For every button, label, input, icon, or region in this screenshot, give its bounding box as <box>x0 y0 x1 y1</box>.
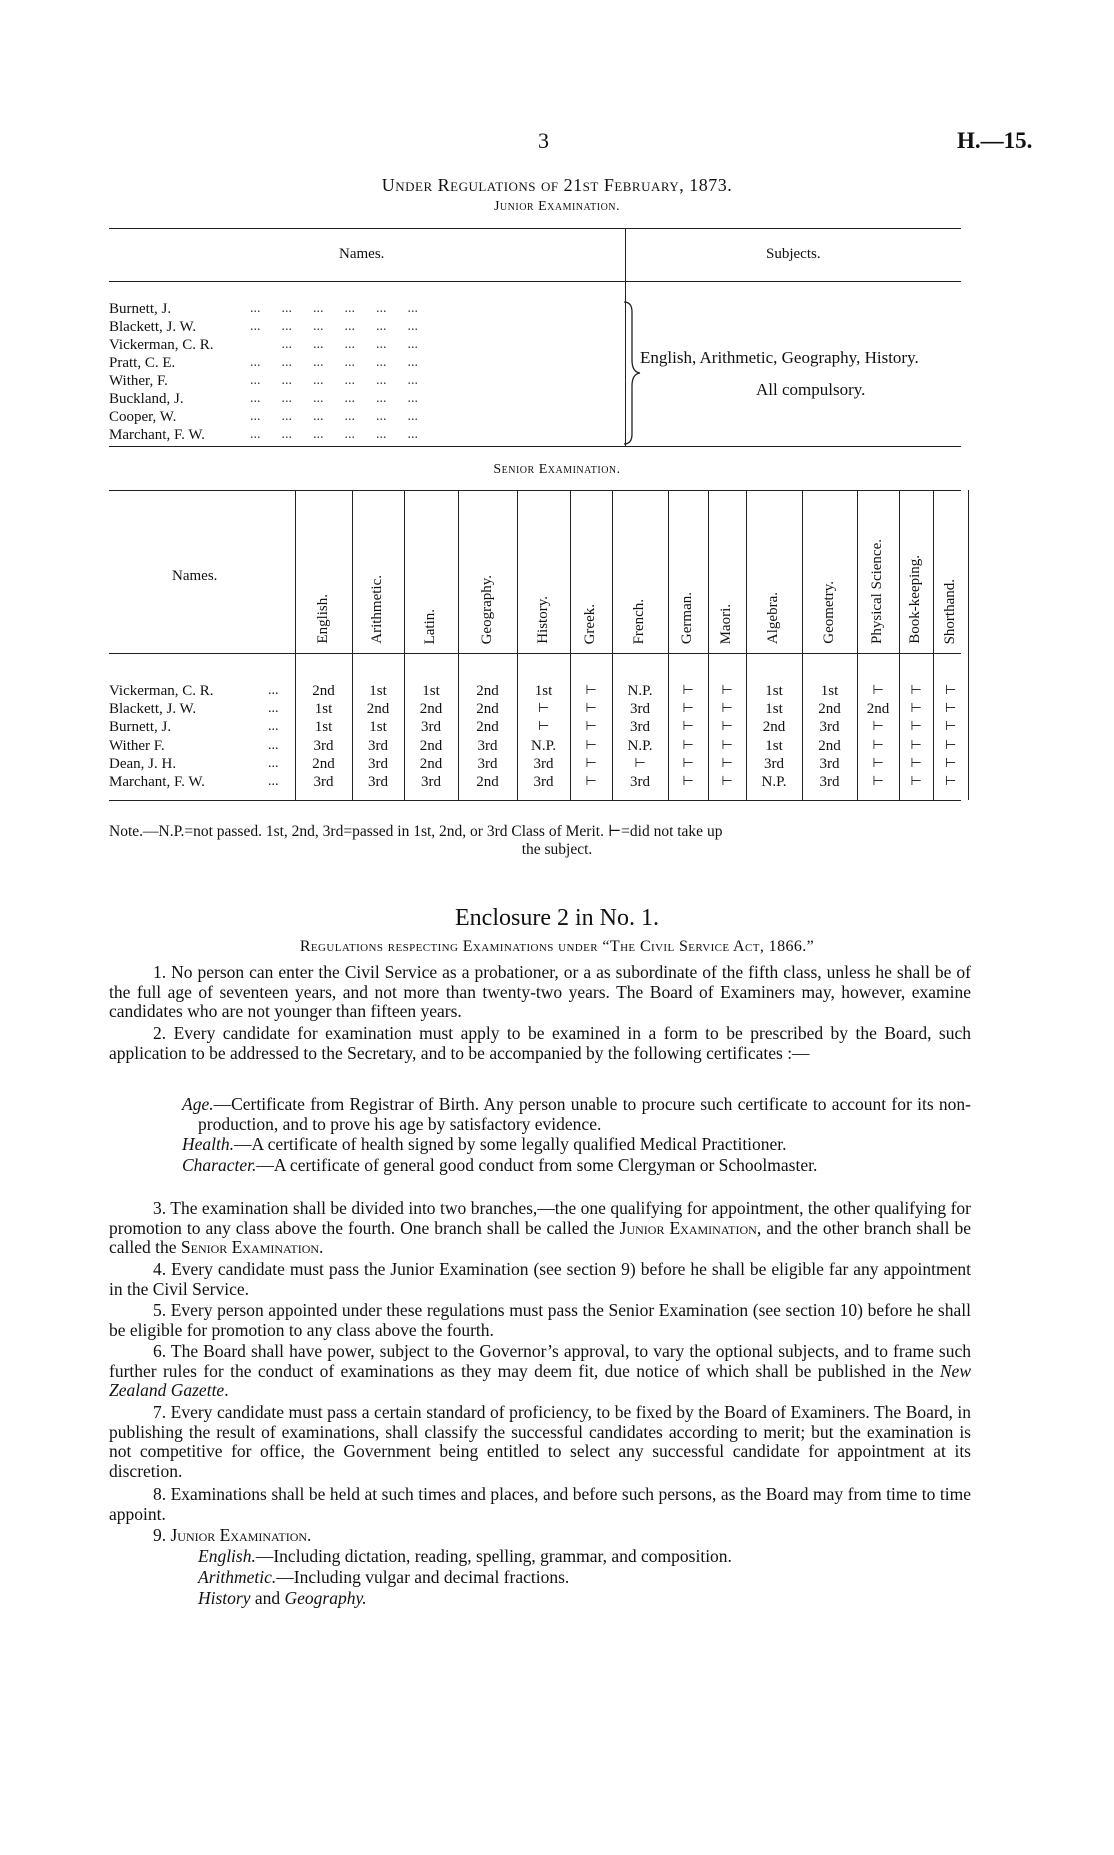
senior-result-cell: 2nd <box>866 701 890 718</box>
junior-name: Pratt, C. E. <box>109 355 176 371</box>
age-text: —Certificate from Registrar of Birth. Any person unable to procure such certificate to account for its non-production, and to prove his age by satisfactory evidence. <box>198 1094 971 1134</box>
senior-result-cell: ⊢ <box>910 774 922 789</box>
senior-result-cell: 2nd <box>476 701 499 718</box>
senior-column-rule <box>708 490 709 800</box>
regulation-6 <box>109 1342 971 1401</box>
senior-result-cell: 2nd <box>818 737 841 754</box>
senior-result-cell: ⊢ <box>585 774 597 789</box>
junior-leader-dots: ... ... ... ... ... ... ... ... ... ... ... ... ... ... ... ... ... ... ... ... ... ... ... ... ... ... ... ... ... ... ... ... ... ... ... ... ... ... ... ... ... ... ... ... ... ... ... <box>250 301 418 442</box>
senior-result-cell: 3rd <box>819 719 840 736</box>
senior-result-cell: 3rd <box>421 774 441 790</box>
senior-result-cell: ⊢ <box>944 755 957 771</box>
senior-result-cell: 2nd <box>312 683 335 699</box>
junior-table-header-rule <box>109 281 961 282</box>
certificate-health <box>109 1135 971 1155</box>
senior-result-cell: 1st <box>422 683 440 699</box>
senior-result-cell: ⊢ <box>872 719 884 735</box>
senior-subject-header: Greek. <box>582 603 598 644</box>
senior-subject-header: History. <box>534 596 551 644</box>
senior-result-cell: ⊢ <box>721 755 733 771</box>
enclosure-subtitle: Regulations respecting Examinations under “The Civil Service Act, 1866.” <box>299 938 815 955</box>
senior-result-cell: 1st <box>369 683 387 699</box>
junior-name: Burnett, J. <box>109 301 172 317</box>
senior-result-cell: ⊢ <box>585 719 597 735</box>
character-label: Character. <box>182 1155 257 1175</box>
senior-row-leader: ... <box>268 774 279 789</box>
certificate-character <box>109 1156 971 1176</box>
senior-row-name: Dean, J. H. <box>109 755 177 772</box>
senior-row-leader: ... <box>268 701 279 717</box>
junior-name: Vickerman, C. R. <box>109 337 214 353</box>
senior-column-rule <box>968 490 969 800</box>
junior-subject-history-geography <box>109 1589 971 1609</box>
junior-examination-term: Junior Examination <box>619 1217 757 1238</box>
senior-result-cell: ⊢ <box>872 683 884 698</box>
senior-subject-header: Latin. <box>422 608 438 644</box>
senior-result-cell: N.P. <box>530 737 556 754</box>
senior-result-cell: 3rd <box>477 755 498 772</box>
regulation-3-text: 3. The examination shall be divided into two branches,—the one qualifying for appointment, the other qualifying for promotion to any class above the fourth. One branch shall be called the <box>109 1198 971 1238</box>
junior-subject-arithmetic <box>109 1568 971 1588</box>
senior-result-cell: 2nd <box>476 719 499 736</box>
senior-result-cell: 3rd <box>630 701 650 718</box>
regulation-3-end: . <box>319 1237 324 1257</box>
junior-name: Buckland, J. <box>109 391 184 407</box>
senior-result-cell: 3rd <box>630 774 650 790</box>
senior-result-cell: ⊢ <box>585 683 597 698</box>
regulation-9-title: Junior Examination <box>170 1525 308 1545</box>
senior-result-cell: ⊢ <box>944 683 957 698</box>
senior-result-cell: ⊢ <box>682 701 694 717</box>
senior-result-cell: ⊢ <box>585 755 597 771</box>
senior-subject-header: Maori. <box>718 603 734 644</box>
history-label: History <box>198 1588 251 1608</box>
senior-result-cell: ⊢ <box>682 737 694 753</box>
junior-table-bottom-rule <box>109 446 961 447</box>
junior-subjects-line2: All compulsory. <box>756 380 866 399</box>
regulation-3 <box>109 1199 971 1258</box>
senior-result-cell: 2nd <box>818 701 841 718</box>
note-line2: the subject. <box>521 841 593 858</box>
senior-result-cell: 2nd <box>419 755 443 772</box>
health-text: —A certificate of health signed by some legally qualified Medical Practitioner. <box>234 1134 787 1154</box>
age-label: Age. <box>182 1094 214 1114</box>
senior-result-cell: ⊢ <box>910 683 922 698</box>
junior-subject-english <box>109 1547 971 1567</box>
senior-result-cell: ⊢ <box>721 737 733 753</box>
senior-result-cell: 3rd <box>421 719 441 736</box>
senior-row-name: Vickerman, C. R. <box>109 683 214 699</box>
senior-result-cell: 3rd <box>819 774 840 790</box>
senior-result-cell: ⊢ <box>944 737 957 753</box>
senior-result-cell: ⊢ <box>721 683 733 698</box>
senior-column-rule <box>857 490 858 800</box>
senior-row-name: Marchant, F. W. <box>109 774 205 790</box>
senior-row-leader: ... <box>268 737 279 753</box>
senior-row-name: Blackett, J. W. <box>109 701 197 718</box>
regulation-8: 8. Examinations shall be held at such times and places, and before such persons, as the Board may from time to time appoint. <box>109 1484 971 1524</box>
junior-subjects-header: Subjects. <box>766 246 821 262</box>
senior-column-rule <box>668 490 669 800</box>
senior-result-cell: ⊢ <box>721 774 733 789</box>
senior-result-cell: 2nd <box>476 683 499 699</box>
regulation-2: 2. Every candidate for examination must apply to be examined in a form to be prescribed by the Board, such application to be addressed to the Secretary, and to be accompanied by the following certificates :— <box>109 1023 971 1063</box>
regulation-9-number: 9. <box>153 1525 171 1545</box>
senior-result-cell: 3rd <box>477 737 498 754</box>
senior-subject-header: German. <box>679 591 695 644</box>
junior-section-subtitle: Junior Examination. <box>493 199 621 214</box>
english-text: —Including dictation, reading, spelling, grammar, and composition. <box>255 1546 732 1566</box>
senior-result-cell: 2nd <box>312 755 335 772</box>
character-text: —A certificate of general good conduct from some Clergyman or Schoolmaster. <box>256 1155 818 1175</box>
regulation-9-end: . <box>307 1525 312 1545</box>
senior-result-cell: 3rd <box>533 774 554 790</box>
senior-result-cell: 3rd <box>819 755 840 772</box>
senior-result-cell: 1st <box>369 719 387 736</box>
senior-table-header-rule <box>109 653 961 654</box>
geography-label: Geography. <box>284 1588 367 1608</box>
junior-names-list <box>109 300 214 444</box>
senior-table-top-rule <box>109 490 961 491</box>
senior-names-header: Names. <box>172 568 218 584</box>
document-reference: H.—15. <box>957 128 1033 153</box>
senior-result-cell: 1st <box>314 701 333 718</box>
junior-names-header: Names. <box>339 246 385 262</box>
senior-row-leader: ... <box>268 683 279 698</box>
senior-column-rule <box>899 490 900 800</box>
senior-result-cell: 3rd <box>368 755 388 772</box>
senior-result-cell: 2nd <box>476 774 499 790</box>
certificate-age <box>109 1095 971 1134</box>
senior-result-cell: ⊢ <box>537 719 550 735</box>
senior-column-rule <box>933 490 934 800</box>
senior-subject-header: English. <box>314 594 331 644</box>
regulation-7: 7. Every candidate must pass a certain standard of proficiency, to be fixed by the Board of Examiners. The Board, in publishing the result of examinations, shall classify the successful candidates according to merit; but the examination is not competitive for office, the Government being entitled to select any successful candidate for appointment at its discretion. <box>109 1402 971 1481</box>
senior-result-cell: 3rd <box>368 774 388 790</box>
senior-result-cell: ⊢ <box>944 774 957 789</box>
senior-result-cell: ⊢ <box>721 701 733 717</box>
arithmetic-text: —Including vulgar and decimal fractions. <box>276 1567 570 1587</box>
arithmetic-label: Arithmetic. <box>198 1567 277 1587</box>
senior-result-cell: ⊢ <box>682 719 694 735</box>
senior-result-cell: 3rd <box>764 755 784 772</box>
senior-result-cell: 1st <box>765 683 783 699</box>
senior-row-name: Burnett, J. <box>109 719 172 736</box>
and-text: and <box>250 1588 285 1608</box>
senior-result-cell: 2nd <box>366 701 390 718</box>
english-label: English. <box>198 1546 256 1566</box>
senior-result-cell: 3rd <box>313 774 334 790</box>
senior-result-cell: ⊢ <box>537 701 550 717</box>
senior-result-cell: ⊢ <box>910 701 922 717</box>
junior-subjects-line1: English, Arithmetic, Geography, History. <box>640 348 919 367</box>
senior-subject-header: Shorthand. <box>941 578 958 644</box>
enclosure-title: Enclosure 2 in No. 1. <box>455 905 659 931</box>
senior-result-cell: ⊢ <box>721 719 733 735</box>
senior-table-bottom-rule <box>109 800 961 801</box>
junior-brace-icon <box>620 300 644 446</box>
gazette-title: New Zealand Gazette <box>109 1360 971 1400</box>
junior-name: Marchant, F. W. <box>109 427 205 443</box>
senior-result-cell: 3rd <box>313 737 334 754</box>
senior-result-cell: ⊢ <box>682 774 694 789</box>
senior-result-cell: 3rd <box>533 755 554 772</box>
junior-table-top-rule <box>109 228 961 229</box>
regulation-4: 4. Every candidate must pass the Junior Examination (see section 9) before he shall be eligible far any appointment in the Civil Service. <box>109 1259 971 1299</box>
senior-result-cell: 1st <box>765 701 783 718</box>
senior-result-cell: ⊢ <box>872 774 884 789</box>
senior-result-cell: 1st <box>534 683 553 699</box>
senior-subject-header: Arithmetic. <box>369 575 385 644</box>
senior-result-cell: ⊢ <box>944 701 957 717</box>
regulation-1: 1. No person can enter the Civil Service as a probationer, or a as subordinate of the fifth class, unless he shall be of the full age of seventeen years, and not more than twenty-two years. The Board of Examiners may, however, examine candidates who are not younger than fifteen years. <box>109 962 971 1021</box>
junior-section-title: Under Regulations of 21st February, 1873. <box>381 175 733 195</box>
senior-result-cell: 1st <box>765 737 783 754</box>
senior-result-cell: 2nd <box>762 719 786 736</box>
note-line1: Note.—N.P.=not passed. 1st, 2nd, 3rd=passed in 1st, 2nd, or 3rd Class of Merit. ⊢=did not take up <box>109 823 723 840</box>
senior-result-cell: N.P. <box>627 737 653 754</box>
senior-result-cell: ⊢ <box>910 755 922 771</box>
senior-result-cell: ⊢ <box>585 701 597 717</box>
senior-result-cell: N.P. <box>761 774 787 790</box>
senior-examination-term: Senior Examination <box>180 1237 320 1257</box>
page-number: 3 <box>538 128 549 153</box>
senior-result-cell: 2nd <box>419 737 443 754</box>
senior-result-cell: 2nd <box>419 701 443 718</box>
senior-subject-header: Book-keeping. <box>907 555 923 644</box>
senior-result-cell: ⊢ <box>634 755 646 771</box>
senior-result-cell: 1st <box>820 683 839 699</box>
senior-result-cell: ⊢ <box>872 755 884 771</box>
senior-subject-header: Geometry. <box>820 581 837 644</box>
senior-result-cell: ⊢ <box>872 737 884 753</box>
senior-result-cell: 3rd <box>368 737 388 754</box>
senior-subject-header: Geography. <box>478 574 495 644</box>
senior-row-leader: ... <box>268 719 279 735</box>
senior-subject-header: Physical Science. <box>869 539 885 644</box>
regulation-9-heading <box>109 1526 971 1546</box>
senior-result-cell: ⊢ <box>585 737 597 753</box>
junior-name: Cooper, W. <box>109 409 177 425</box>
senior-subject-header: French. <box>631 598 647 644</box>
regulation-6-end: . <box>224 1380 229 1400</box>
senior-note <box>109 822 971 841</box>
senior-result-cell: ⊢ <box>910 737 922 753</box>
senior-row-leader: ... <box>268 755 279 771</box>
junior-name: Blackett, J. W. <box>109 319 197 335</box>
senior-result-cell: ⊢ <box>910 719 922 735</box>
regulation-5: 5. Every person appointed under these regulations must pass the Senior Examination (see section 10) before he shall be eligible for promotion to any class above the fourth. <box>109 1300 971 1340</box>
senior-result-cell: N.P. <box>627 683 653 699</box>
senior-section-title: Senior Examination. <box>493 462 621 477</box>
regulation-3-text: , and the other branch shall be called the <box>109 1217 972 1257</box>
senior-result-cell: ⊢ <box>944 719 957 735</box>
senior-result-cell: ⊢ <box>682 755 694 771</box>
junior-name: Wither, F. <box>109 373 168 389</box>
senior-subject-header: Algebra. <box>765 591 781 644</box>
senior-result-cell: 1st <box>314 719 333 736</box>
senior-column-rule <box>570 490 571 800</box>
health-label: Health. <box>182 1134 235 1154</box>
senior-row-name: Wither F. <box>109 737 165 754</box>
senior-result-cell: 3rd <box>630 719 650 736</box>
senior-result-cell: ⊢ <box>682 683 694 698</box>
regulation-6-text: 6. The Board shall have power, subject to the Governor’s approval, to vary the optional subjects, and to frame such further rules for the conduct of examinations as they may deem fit, due notice of which shall be published in the <box>109 1341 971 1381</box>
